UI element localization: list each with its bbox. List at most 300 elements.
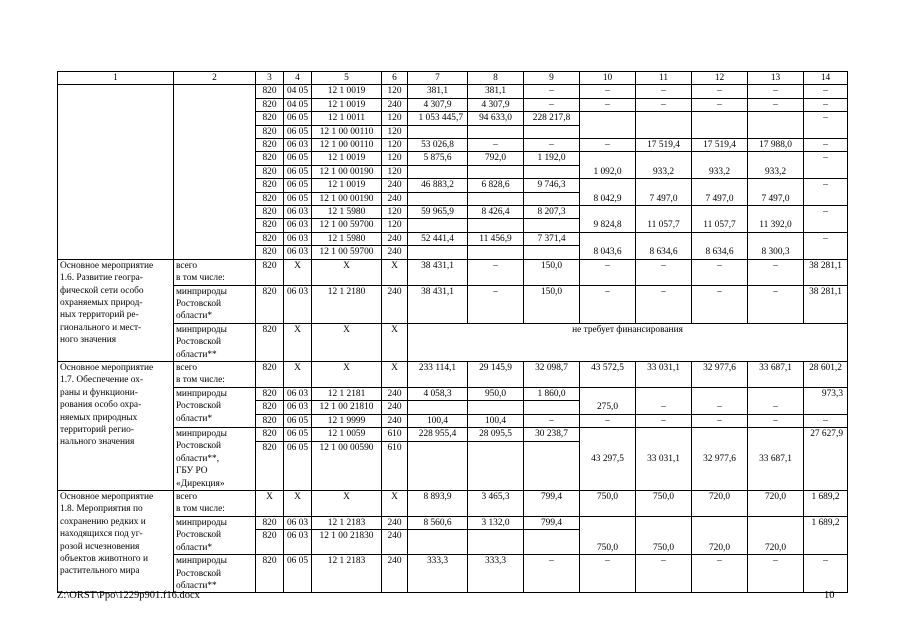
table-cell: 11 392,0 bbox=[748, 206, 804, 233]
executor-cell: минприроды Ростовской области**, ГБУ РО «Дирекция» bbox=[174, 427, 256, 490]
table-cell: – bbox=[524, 414, 580, 427]
table-cell: 4 307,9 bbox=[408, 98, 468, 111]
table-cell: 240 bbox=[382, 285, 408, 323]
table-cell: – bbox=[636, 285, 692, 323]
table-cell: 240 bbox=[382, 530, 408, 555]
table-cell: – bbox=[580, 259, 636, 285]
table-cell: – bbox=[636, 98, 692, 111]
table-cell: 12 1 00 00110 bbox=[312, 139, 382, 152]
table-cell: 7 497,0 bbox=[636, 179, 692, 206]
table-cell: 120 bbox=[382, 219, 408, 232]
table-cell: 120 bbox=[382, 139, 408, 152]
table-cell: 12 1 9999 bbox=[312, 414, 382, 427]
table-cell: – bbox=[468, 139, 524, 152]
header-cell: 9 bbox=[524, 72, 580, 85]
table-cell bbox=[408, 192, 468, 205]
table-cell: – bbox=[692, 285, 748, 323]
table-cell bbox=[524, 165, 580, 178]
table-cell: 799,4 bbox=[524, 491, 580, 517]
table-cell: – bbox=[524, 139, 580, 152]
table-cell: – bbox=[524, 555, 580, 593]
table-cell: – bbox=[636, 85, 692, 98]
table-cell: 12 1 00 00190 bbox=[312, 192, 382, 205]
table-cell: 381,1 bbox=[408, 85, 468, 98]
table-cell: 4 058,3 bbox=[408, 387, 468, 400]
table-cell: Х bbox=[382, 259, 408, 285]
footer-file-path: Z:\ORST\Ppo\1229p901.f16.docx bbox=[57, 590, 200, 601]
table-cell: 06 03 bbox=[284, 206, 312, 219]
table-cell: – bbox=[580, 555, 636, 593]
table-cell: 240 bbox=[382, 401, 408, 414]
table-cell bbox=[524, 401, 580, 414]
table-cell: 06 03 bbox=[284, 387, 312, 400]
table-cell: 792,0 bbox=[468, 152, 524, 165]
executor-cell: всего в том числе: bbox=[174, 491, 256, 517]
table-cell: 100,4 bbox=[468, 414, 524, 427]
table-cell: – bbox=[636, 555, 692, 593]
table-cell: 32 098,7 bbox=[524, 361, 580, 387]
table-cell: – bbox=[580, 139, 636, 152]
table-cell: 8 207,3 bbox=[524, 206, 580, 219]
table-cell: 720,0 bbox=[692, 491, 748, 517]
table-cell: 8 043,6 bbox=[580, 232, 636, 259]
table-cell: 820 bbox=[256, 165, 284, 178]
table-cell: 120 bbox=[382, 85, 408, 98]
table-cell: 12 1 00 00110 bbox=[312, 125, 382, 138]
table-cell: 06 03 bbox=[284, 285, 312, 323]
table-cell: 27 627,9 bbox=[804, 427, 848, 490]
table-cell: Х bbox=[382, 323, 408, 361]
table-cell: 950,0 bbox=[468, 387, 524, 400]
table-cell: 06 05 bbox=[284, 427, 312, 441]
header-cell: 10 bbox=[580, 72, 636, 85]
table-row bbox=[58, 361, 848, 387]
table-cell: 120 bbox=[382, 206, 408, 219]
table-cell: 820 bbox=[256, 125, 284, 138]
table-cell: Х bbox=[382, 361, 408, 387]
table-cell: 720,0 bbox=[692, 516, 748, 554]
table-cell: 750,0 bbox=[580, 491, 636, 517]
table-cell: – bbox=[804, 152, 848, 179]
table-cell: 820 bbox=[256, 85, 284, 98]
table-cell: 820 bbox=[256, 285, 284, 323]
table-cell: 820 bbox=[256, 361, 284, 387]
table-cell: Х bbox=[312, 259, 382, 285]
table-cell: – bbox=[804, 98, 848, 111]
table-cell: 32 977,6 bbox=[692, 361, 748, 387]
table-cell: 820 bbox=[256, 98, 284, 111]
table-cell: 06 03 bbox=[284, 530, 312, 555]
table-cell: – bbox=[580, 85, 636, 98]
activity-description: Основное мероприятие 1.6. Развитие геогра- фической сети особо охраняемых природ- ных территорий ре- гионального и мест- ного значения bbox=[58, 259, 174, 361]
table-cell: – bbox=[636, 259, 692, 285]
table-cell: 1 689,2 bbox=[804, 491, 848, 517]
table-cell: 820 bbox=[256, 530, 284, 555]
executor-cell: минприроды Ростовской области* bbox=[174, 285, 256, 323]
table-cell: 04 05 bbox=[284, 98, 312, 111]
table-row bbox=[58, 85, 848, 98]
table-cell: 820 bbox=[256, 387, 284, 400]
table-cell: Х bbox=[312, 323, 382, 361]
table-cell: Х bbox=[256, 491, 284, 517]
table-cell: – bbox=[692, 387, 748, 414]
header-cell: 14 bbox=[804, 72, 848, 85]
table-cell: 150,0 bbox=[524, 259, 580, 285]
table-cell: – bbox=[692, 414, 748, 427]
table-cell: 12 1 0019 bbox=[312, 152, 382, 165]
table-cell: 38 431,1 bbox=[408, 259, 468, 285]
executor-cell: минприроды Ростовской области** bbox=[174, 323, 256, 361]
table-cell bbox=[468, 219, 524, 232]
activity-description: Основное мероприятие 1.7. Обеспечение ох- раны и функциони- рования особо охра- няемых природных территорий регио- нального значения bbox=[58, 361, 174, 490]
table-cell: – bbox=[804, 232, 848, 259]
table-cell: 275,0 bbox=[580, 387, 636, 414]
table-cell: – bbox=[524, 85, 580, 98]
table-cell: 12 1 00 59700 bbox=[312, 219, 382, 232]
table-cell: 06 05 bbox=[284, 165, 312, 178]
table-cell: 12 1 0019 bbox=[312, 98, 382, 111]
table-cell: 17 519,4 bbox=[692, 139, 748, 152]
table-cell: 12 1 00 21830 bbox=[312, 530, 382, 555]
table-cell: 240 bbox=[382, 232, 408, 245]
table-cell bbox=[524, 246, 580, 259]
table-cell: 820 bbox=[256, 152, 284, 165]
table-cell bbox=[408, 125, 468, 138]
table-cell: 820 bbox=[256, 232, 284, 245]
table-cell: 06 03 bbox=[284, 219, 312, 232]
table-cell: 12 1 00 00590 bbox=[312, 442, 382, 491]
table-cell: 53 026,8 bbox=[408, 139, 468, 152]
table-cell bbox=[468, 125, 524, 138]
table-cell: 1 192,0 bbox=[524, 152, 580, 165]
table-cell: 820 bbox=[256, 323, 284, 361]
table-cell: 820 bbox=[256, 179, 284, 192]
header-cell: 4 bbox=[284, 72, 312, 85]
table-row bbox=[58, 555, 848, 593]
table-cell: 33 687,1 bbox=[748, 361, 804, 387]
table-cell: 28 601,2 bbox=[804, 361, 848, 387]
table-row bbox=[58, 427, 848, 441]
table-cell: 12 1 00 00190 bbox=[312, 165, 382, 178]
table-cell bbox=[524, 192, 580, 205]
table-row bbox=[58, 516, 848, 529]
table-cell: – bbox=[580, 285, 636, 323]
table-cell: 4 307,9 bbox=[468, 98, 524, 111]
table-cell: Х bbox=[312, 491, 382, 517]
table-cell: 240 bbox=[382, 414, 408, 427]
table-cell bbox=[58, 85, 174, 259]
table-cell: – bbox=[748, 285, 804, 323]
table-cell: 799,4 bbox=[524, 516, 580, 529]
table-cell: 12 1 00 21810 bbox=[312, 401, 382, 414]
table-cell: – bbox=[804, 206, 848, 233]
table-cell: 38 281,1 bbox=[804, 259, 848, 285]
table-cell: 820 bbox=[256, 259, 284, 285]
table-cell: 94 633,0 bbox=[468, 112, 524, 125]
table-cell: 52 441,4 bbox=[408, 232, 468, 245]
table-cell: 43 572,5 bbox=[580, 361, 636, 387]
table-cell bbox=[408, 219, 468, 232]
table-cell: 06 03 bbox=[284, 139, 312, 152]
table-cell: 233 114,1 bbox=[408, 361, 468, 387]
header-cell: 5 bbox=[312, 72, 382, 85]
table-cell: 06 05 bbox=[284, 125, 312, 138]
table-cell bbox=[636, 112, 692, 139]
table-cell: 12 1 5980 bbox=[312, 206, 382, 219]
table-cell: Х bbox=[382, 491, 408, 517]
table-cell: 120 bbox=[382, 152, 408, 165]
table-cell: 12 1 0011 bbox=[312, 112, 382, 125]
table-cell: 240 bbox=[382, 387, 408, 400]
table-cell: 06 05 bbox=[284, 112, 312, 125]
table-cell: 7 371,4 bbox=[524, 232, 580, 245]
table-cell: 06 03 bbox=[284, 401, 312, 414]
table-cell: 32 977,6 bbox=[692, 427, 748, 490]
table-cell: – bbox=[692, 85, 748, 98]
table-cell: 100,4 bbox=[408, 414, 468, 427]
table-cell bbox=[580, 112, 636, 139]
table-cell bbox=[468, 246, 524, 259]
table-cell: 11 057,7 bbox=[692, 206, 748, 233]
table-cell: 06 03 bbox=[284, 232, 312, 245]
table-cell: – bbox=[580, 414, 636, 427]
table-cell: 33 031,1 bbox=[636, 361, 692, 387]
table-cell: 11 057,7 bbox=[636, 206, 692, 233]
table-cell: 150,0 bbox=[524, 285, 580, 323]
table-cell: 06 05 bbox=[284, 442, 312, 491]
table-cell: 06 03 bbox=[284, 516, 312, 529]
table-cell bbox=[524, 219, 580, 232]
table-cell: 06 05 bbox=[284, 555, 312, 593]
table-cell: 29 145,9 bbox=[468, 361, 524, 387]
table-cell: 6 828,6 bbox=[468, 179, 524, 192]
table-cell: 820 bbox=[256, 192, 284, 205]
table-cell bbox=[692, 112, 748, 139]
table-cell: Х bbox=[312, 361, 382, 387]
table-row bbox=[58, 491, 848, 517]
header-cell: 11 bbox=[636, 72, 692, 85]
executor-cell: минприроды Ростовской области** bbox=[174, 555, 256, 593]
table-cell: – bbox=[748, 387, 804, 414]
table-cell: 240 bbox=[382, 98, 408, 111]
table-cell bbox=[748, 112, 804, 139]
table-cell: 820 bbox=[256, 246, 284, 259]
table-cell: – bbox=[748, 259, 804, 285]
table-cell bbox=[408, 401, 468, 414]
header-cell: 3 bbox=[256, 72, 284, 85]
table-row bbox=[58, 387, 848, 400]
table-cell: 30 238,7 bbox=[524, 427, 580, 441]
table-cell: 750,0 bbox=[636, 491, 692, 517]
table-cell: 38 281,1 bbox=[804, 285, 848, 323]
table-cell bbox=[524, 125, 580, 138]
budget-table-sheet bbox=[57, 71, 848, 593]
table-row bbox=[58, 259, 848, 285]
table-cell: 240 bbox=[382, 516, 408, 529]
header-row bbox=[58, 72, 848, 85]
table-cell: – bbox=[804, 555, 848, 593]
table-cell: – bbox=[804, 139, 848, 152]
table-cell: 820 bbox=[256, 442, 284, 491]
table-cell bbox=[468, 401, 524, 414]
table-cell bbox=[468, 192, 524, 205]
table-cell: 43 297,5 bbox=[580, 427, 636, 490]
table-cell: 120 bbox=[382, 125, 408, 138]
table-cell: – bbox=[804, 85, 848, 98]
table-cell: 46 883,2 bbox=[408, 179, 468, 192]
table-cell: 04 05 bbox=[284, 85, 312, 98]
table-cell: Х bbox=[284, 491, 312, 517]
header-cell: 1 bbox=[58, 72, 174, 85]
table-cell: 1 053 445,7 bbox=[408, 112, 468, 125]
table-cell: 228 955,4 bbox=[408, 427, 468, 441]
table-cell: 8 426,4 bbox=[468, 206, 524, 219]
table-cell: 933,2 bbox=[748, 152, 804, 179]
table-cell: 973,3 bbox=[804, 387, 848, 414]
table-cell: 820 bbox=[256, 139, 284, 152]
table-cell: 120 bbox=[382, 112, 408, 125]
table-cell: 3 465,3 bbox=[468, 491, 524, 517]
table-cell: 820 bbox=[256, 401, 284, 414]
table-cell: 7 497,0 bbox=[692, 179, 748, 206]
executor-cell: всего в том числе: bbox=[174, 361, 256, 387]
table-cell: 228 217,8 bbox=[524, 112, 580, 125]
budget-table bbox=[57, 71, 848, 593]
table-cell: 06 05 bbox=[284, 152, 312, 165]
table-cell: 240 bbox=[382, 179, 408, 192]
table-row bbox=[58, 323, 848, 361]
activity-description: Основное мероприятие 1.8. Мероприятия по сохранению редких и находящихся под уг- розой исчезновения объектов животного и растительного мира bbox=[58, 491, 174, 593]
table-cell: 17 988,0 bbox=[748, 139, 804, 152]
table-cell bbox=[408, 246, 468, 259]
table-cell bbox=[408, 442, 468, 491]
table-cell: 12 1 0019 bbox=[312, 179, 382, 192]
table-cell: 12 1 00 59700 bbox=[312, 246, 382, 259]
table-cell: 33 687,1 bbox=[748, 427, 804, 490]
table-cell: 820 bbox=[256, 414, 284, 427]
table-cell: 9 746,3 bbox=[524, 179, 580, 192]
table-cell: – bbox=[804, 414, 848, 427]
table-cell: Х bbox=[284, 259, 312, 285]
table-cell: 820 bbox=[256, 516, 284, 529]
table-cell: 820 bbox=[256, 112, 284, 125]
table-cell: Х bbox=[284, 323, 312, 361]
table-cell: 610 bbox=[382, 442, 408, 491]
table-cell: 06 05 bbox=[284, 414, 312, 427]
table-cell: – bbox=[580, 98, 636, 111]
table-cell: 12 1 0059 bbox=[312, 427, 382, 441]
table-cell bbox=[468, 442, 524, 491]
table-cell: 820 bbox=[256, 555, 284, 593]
table-cell: – bbox=[524, 98, 580, 111]
table-cell: 8 560,6 bbox=[408, 516, 468, 529]
table-cell: Х bbox=[284, 361, 312, 387]
table-cell: 1 860,0 bbox=[524, 387, 580, 400]
table-cell: 33 031,1 bbox=[636, 427, 692, 490]
table-cell: 28 095,5 bbox=[468, 427, 524, 441]
no-funding-note: не требует финансирования bbox=[408, 323, 848, 361]
table-cell: 933,2 bbox=[692, 152, 748, 179]
table-cell: 750,0 bbox=[580, 516, 636, 554]
table-cell: 06 05 bbox=[284, 192, 312, 205]
table-cell: – bbox=[692, 259, 748, 285]
table-cell: 8 634,6 bbox=[692, 232, 748, 259]
table-cell: 3 132,0 bbox=[468, 516, 524, 529]
table-cell: – bbox=[748, 414, 804, 427]
header-cell: 6 bbox=[382, 72, 408, 85]
table-cell bbox=[408, 530, 468, 555]
table-cell: 820 bbox=[256, 427, 284, 441]
table-cell: 333,3 bbox=[468, 555, 524, 593]
table-cell: 06 03 bbox=[284, 246, 312, 259]
table-cell bbox=[524, 442, 580, 491]
table-cell: 820 bbox=[256, 206, 284, 219]
table-cell bbox=[468, 530, 524, 555]
table-cell: – bbox=[468, 259, 524, 285]
executor-cell: всего в том числе: bbox=[174, 259, 256, 285]
table-cell: – bbox=[748, 98, 804, 111]
header-cell: 2 bbox=[174, 72, 256, 85]
table-cell bbox=[174, 85, 256, 259]
table-cell: 8 893,9 bbox=[408, 491, 468, 517]
table-cell: 240 bbox=[382, 555, 408, 593]
table-row bbox=[58, 285, 848, 323]
table-cell: 9 824,8 bbox=[580, 206, 636, 233]
header-cell: 8 bbox=[468, 72, 524, 85]
table-cell: 933,2 bbox=[636, 152, 692, 179]
header-cell: 12 bbox=[692, 72, 748, 85]
table-cell: 750,0 bbox=[636, 516, 692, 554]
table-cell: 12 1 2183 bbox=[312, 516, 382, 529]
table-cell: 59 965,9 bbox=[408, 206, 468, 219]
table-cell bbox=[408, 165, 468, 178]
table-cell: 8 634,6 bbox=[636, 232, 692, 259]
table-cell: – bbox=[692, 555, 748, 593]
table-cell: 1 689,2 bbox=[804, 516, 848, 554]
table-cell: – bbox=[748, 555, 804, 593]
table-cell: 120 bbox=[382, 165, 408, 178]
table-cell: 333,3 bbox=[408, 555, 468, 593]
table-cell: 06 05 bbox=[284, 179, 312, 192]
table-cell: 820 bbox=[256, 219, 284, 232]
table-cell: 11 456,9 bbox=[468, 232, 524, 245]
table-cell: 720,0 bbox=[748, 516, 804, 554]
table-cell: 12 1 2181 bbox=[312, 387, 382, 400]
table-cell: – bbox=[636, 414, 692, 427]
executor-cell: минприроды Ростовской области* bbox=[174, 516, 256, 554]
header-cell: 7 bbox=[408, 72, 468, 85]
table-cell bbox=[524, 530, 580, 555]
table-cell: 8 300,3 bbox=[748, 232, 804, 259]
header-cell: 13 bbox=[748, 72, 804, 85]
table-cell: 610 bbox=[382, 427, 408, 441]
table-cell: 12 1 5980 bbox=[312, 232, 382, 245]
table-cell: 1 092,0 bbox=[580, 152, 636, 179]
table-cell: 8 042,9 bbox=[580, 179, 636, 206]
table-cell: – bbox=[692, 98, 748, 111]
table-cell: – bbox=[468, 285, 524, 323]
table-cell: 240 bbox=[382, 246, 408, 259]
table-cell: 12 1 2183 bbox=[312, 555, 382, 593]
table-cell: 38 431,1 bbox=[408, 285, 468, 323]
table-cell: 12 1 2180 bbox=[312, 285, 382, 323]
table-cell: 381,1 bbox=[468, 85, 524, 98]
table-cell: 12 1 0019 bbox=[312, 85, 382, 98]
table-cell: – bbox=[804, 112, 848, 139]
table-cell: 720,0 bbox=[748, 491, 804, 517]
table-cell: 240 bbox=[382, 192, 408, 205]
table-cell: 17 519,4 bbox=[636, 139, 692, 152]
